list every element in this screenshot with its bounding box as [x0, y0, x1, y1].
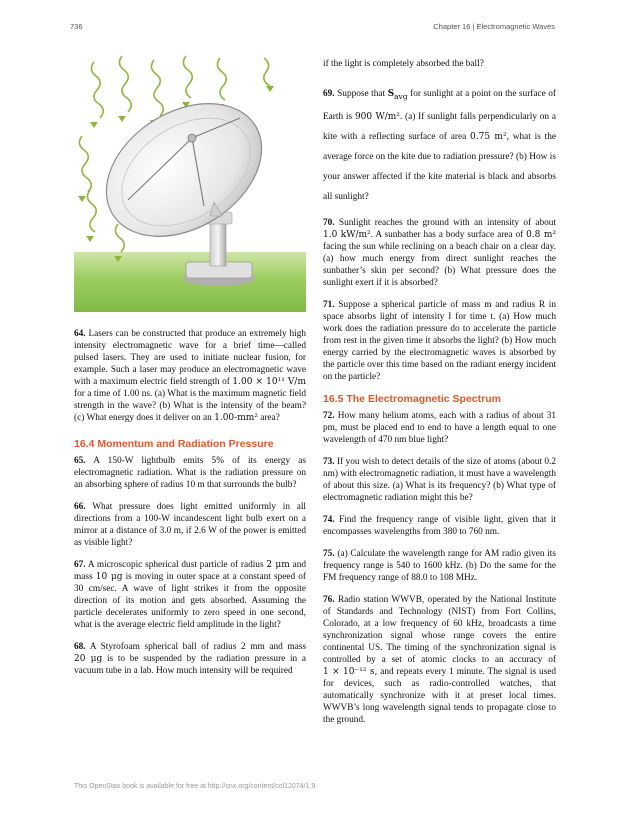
satellite-dish-figure — [74, 52, 306, 312]
right-column — [323, 58, 556, 736]
problem-number: 66. — [74, 502, 86, 512]
left-column — [74, 328, 306, 687]
problem-text: . (a) If sunlight falls perpendicularly on a kite with a reflecting surface of area — [323, 111, 556, 142]
problem-73 — [323, 456, 556, 504]
problem-text: If you wish to detect details of the size of atoms (about 0.2 nm) with electromagnetic radiation, it must have a wavelength of about this size. (a) What is its frequency? (b) What type of electromagnetic radiation might this be? — [323, 456, 557, 503]
problem-number: 76. — [323, 594, 335, 605]
math-expression: 1.0 kW/m² — [323, 229, 371, 240]
math-expression: 1.00-mm² — [214, 413, 258, 423]
problem-text: How many helium atoms, each with a radius of about 31 pm, must be placed end to end to have a length equal to one wavelength of 470 nm blue light? — [323, 410, 556, 445]
satellite-dish-icon — [74, 52, 306, 312]
problem-70 — [323, 217, 556, 289]
chapter-title: Chapter 16 | Electromagnetic Waves — [433, 22, 555, 31]
math-expression: 0.75 m² — [470, 131, 507, 142]
problem-text: Sunlight reaches the ground with an intensity of about — [338, 217, 556, 228]
problem-number: 68. — [74, 642, 86, 652]
problem-68 — [74, 641, 306, 677]
page-header — [70, 22, 555, 36]
problem-number: 73. — [323, 456, 335, 467]
problem-69 — [323, 84, 556, 207]
problem-number: 74. — [323, 514, 335, 525]
problem-75 — [323, 548, 556, 584]
problem-number: 70. — [323, 217, 335, 228]
math-expression: 1.00 × 10¹¹ V/m — [232, 377, 306, 387]
problem-text: is to be suspended by the radiation pressure in a vacuum tube in a lab. How much intensity will be required — [74, 654, 307, 676]
problem-text: A 150-W lightbulb emits 5% of its energy as electromagnetic radiation. What is the radiation pressure on an absorbing sphere of radius 10 m that surrounds the bulb? — [74, 456, 307, 490]
problem-text: Radio station WWVB, operated by the National Institute of Standards and Technology (NIST) from Fort Collins, Colorado, at a low frequency of 60 kHz, broadcasts a time synchronization signal whose range covers the entire continental US. The timing of the synchronization signal is controlled by a set of atomic clocks to an accuracy of — [323, 594, 556, 665]
math-expression: 0.8 m² — [526, 229, 556, 240]
math-expression: 20 μg — [74, 654, 103, 664]
problem-text: for sunlight at a point on the surface of Earth is — [323, 89, 557, 122]
math-expression: 10 μg — [95, 572, 123, 582]
problem-text: A Styrofoam spherical ball of radius 2 mm and mass — [89, 642, 306, 652]
problem-text: . A sunbather has a body surface area of — [370, 229, 524, 240]
problem-text: is moving in outer space at a constant speed of 30 cm/sec. A wave of light strikes it from the opposite direction of its motion and gets absorbed. Assuming the particle decelerates uniformly to zero speed in one second, what is the average electric field amplitude in the light? — [74, 572, 306, 630]
problem-text: Suppose a spherical particle of mass m and radius R in space absorbs light of intensity I for time t. (a) How much work does the radiation pressure do to accelerate the particle from rest in the given time it absorbs the light? (b) How much energy carried by the electromagnetic waves is absorbed by the particle over this time based on the radiant energy incident on the particle? — [323, 299, 557, 382]
page-footer: This OpenStax book is available for free at http://cnx.org/content/col12074/1.9 — [74, 783, 316, 790]
problem-76 — [323, 594, 556, 726]
math-expression: 2 μm — [266, 560, 290, 570]
problem-text: A microscopic spherical dust particle of radius — [87, 560, 264, 570]
section-heading: 16.5 The Electromagnetic Spectrum — [323, 392, 501, 405]
problem-number: 67. — [74, 560, 86, 570]
problem-number: 71. — [323, 299, 335, 310]
problem-text: facing the sun while reclining on a beach chair on a clear day. (a) how much energy from direct sunlight reaches the sunbather’s skin per second? (b) What pressure does the sunlight exert if it is absorbed? — [323, 241, 556, 288]
problem-64 — [74, 328, 306, 424]
problem-67 — [74, 559, 306, 631]
problem-65 — [74, 455, 306, 491]
problem-71 — [323, 299, 556, 383]
problem-number: 64. — [74, 329, 86, 339]
problem-text: area? — [260, 413, 280, 423]
section-heading: 16.4 Momentum and Radiation Pressure — [74, 438, 274, 450]
math-expression: 900 W/m² — [354, 111, 400, 122]
problem-text: , what is the average force on the kite due to radiation pressure? (b) How is your answer affected if the kite material is black and absorbs all sunlight? — [323, 131, 556, 202]
page-number: 736 — [70, 22, 83, 31]
problem-text: and mass — [74, 560, 306, 582]
math-expression: 1 × 10⁻¹² s, — [323, 666, 378, 677]
problem-text: What pressure does light emitted uniformly in all directions from a 100-W incandescent light bulb exert on a mirror at a distance of 3.0 m, if 2.6 W of the power is emitted as visible light? — [74, 502, 307, 548]
problem-72 — [323, 410, 556, 446]
problem-text: Suppose that — [337, 89, 386, 99]
problem-text: (a) Calculate the wavelength range for AM radio given its frequency range is 540 to 1600 kHz. (b) Do the same for the FM frequency range of 88.0 to 108 MHz. — [323, 548, 557, 583]
math-expression — [388, 89, 408, 99]
math-subscript: avg — [394, 91, 408, 101]
math-vector: S — [387, 89, 395, 99]
problem-74 — [323, 514, 556, 538]
problem-text: Find the frequency range of visible light, given that it encompasses wavelengths from 380 to 760 nm. — [323, 514, 556, 537]
problem-number: 69. — [323, 89, 335, 99]
problem-number: 75. — [323, 548, 335, 559]
problem-66 — [74, 501, 306, 549]
problem-text: and repeats every 1 minute. The signal is used for devices, such as radio-controlled watches, that automatically synchronize with it at preset local times. WWVB’s long wavelength signal tends to propagate close to the ground. — [323, 666, 556, 725]
problem-text: for a time of 1.00 ns. (a) What is the maximum magnetic field strength in the wave? (b) What is the intensity of the beam? (c) What energy does it deliver on an — [74, 389, 306, 423]
problem-68-continued: if the light is completely absorbed the ball? — [323, 59, 484, 69]
problem-text: Lasers can be constructed that produce an extremely high intensity electromagnetic wave for a brief time—called pulsed lasers. They are used to initiate nuclear fusion, for example. Such a laser may produce an electromagnetic wave with a maximum electric field strength of — [74, 329, 306, 387]
problem-number: 72. — [323, 410, 335, 421]
problem-number: 65. — [74, 456, 86, 466]
